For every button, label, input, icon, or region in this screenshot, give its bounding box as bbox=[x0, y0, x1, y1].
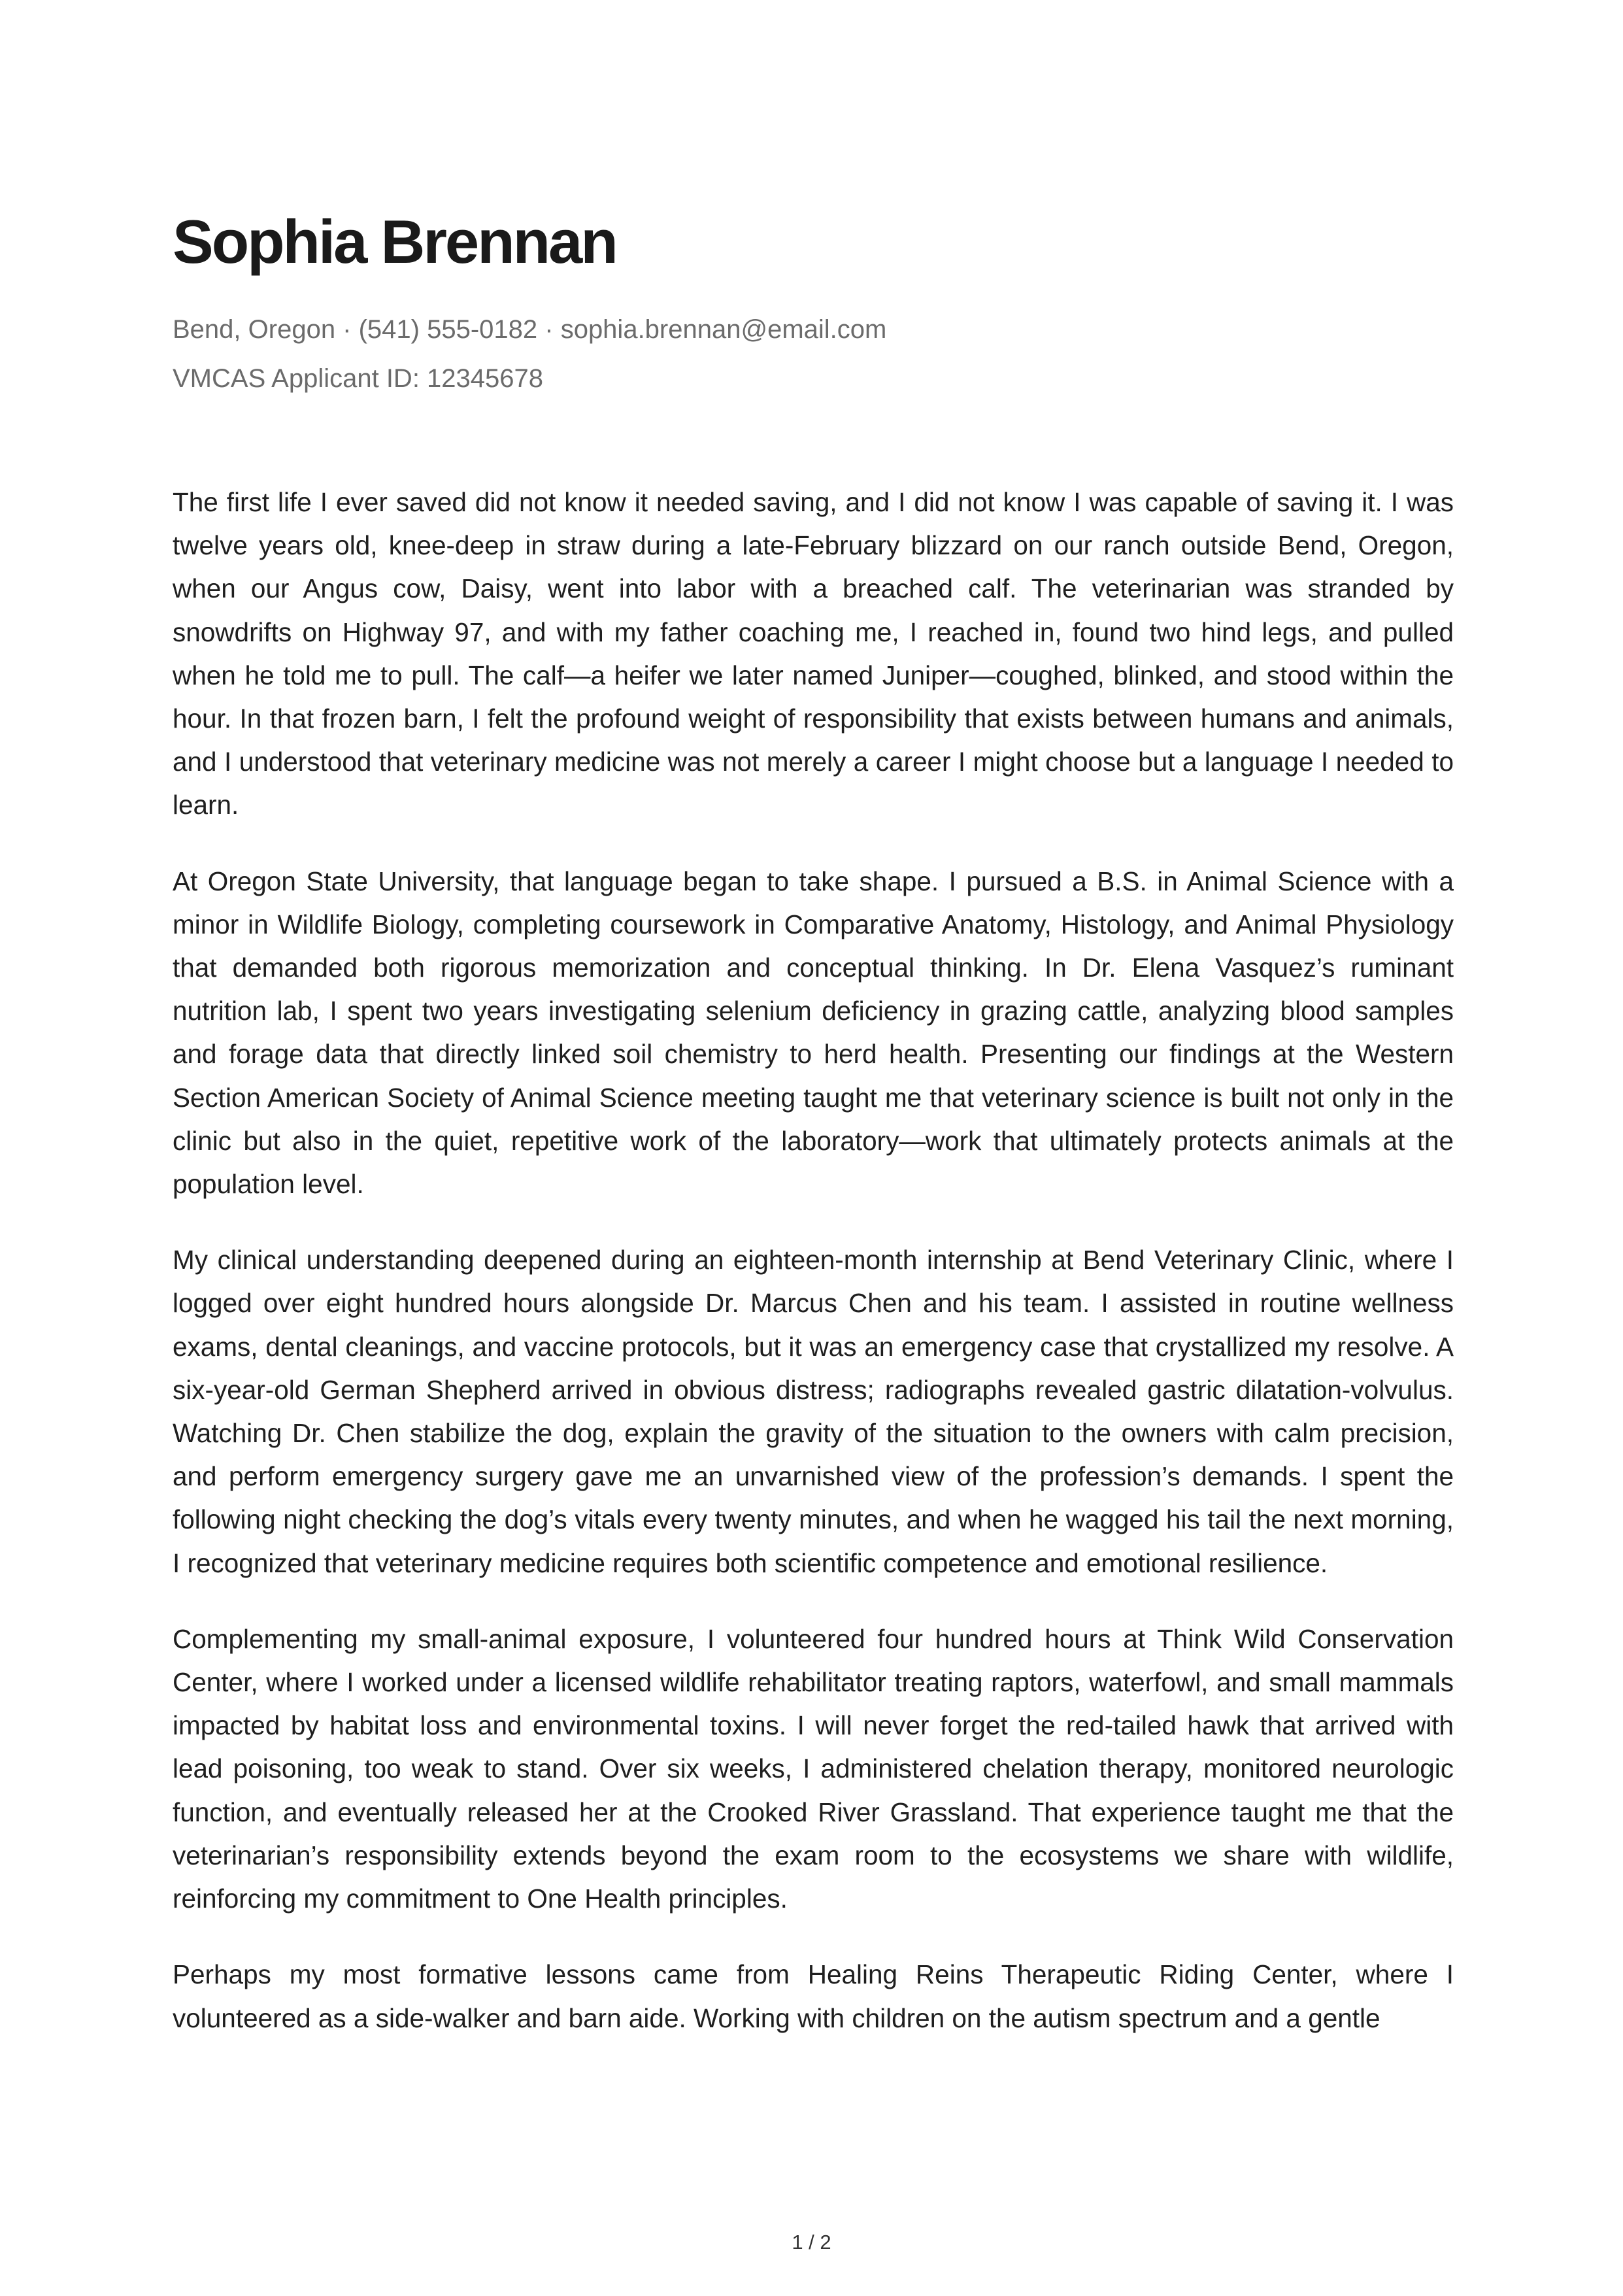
paragraph-5: Perhaps my most formative lessons came from Healing Reins Therapeutic Riding Center, where I volunteered as a side-walker and barn aide. Working with children on the autism spectrum and a gentle bbox=[173, 1959, 1454, 2033]
applicant-id: VMCAS Applicant ID: 12345678 bbox=[173, 364, 544, 393]
paragraph-2: At Oregon State University, that language began to take shape. I pursued a B.S. in Animal Science with a minor in Wildlife Biology, completing coursework in Comparative Anatomy, Histology, and Animal Physiology that demanded both rigorous memorization and conceptual thinking. In Dr. Elena Vasquez’s ruminant nutrition lab, I spent two years investigating selenium deficiency in grazing cattle, analyzing blood samples and forage data that directly linked soil chemistry to herd health. Presenting our findings at the Western Section American Society of Animal Science meeting taught me that veterinary science is built not only in the clinic but also in the quiet, repetitive work of the laboratory—work that ultimately protects animals at the population level. bbox=[173, 866, 1454, 1200]
paragraph-4: Complementing my small-animal exposure, I volunteered four hundred hours at Think Wild Conservation Center, where I worked under a licensed wildlife rehabilitator treating raptors, waterfowl, and small mammals impacted by habitat loss and environmental toxins. I will never forget the red-tailed hawk that arrived with lead poisoning, too weak to stand. Over six weeks, I administered chelation therapy, monitored neurologic function, and eventually released her at the Crooked River Grassland. That experience taught me that the veterinarian’s responsibility extends beyond the exam room to the ecosystems we share with wildlife, reinforcing my commitment to One Health principles. bbox=[173, 1623, 1454, 1914]
applicant-name: Sophia Brennan bbox=[173, 207, 616, 276]
paragraph-3: My clinical understanding deepened during an eighteen-month internship at Bend Veterinary Clinic, where I logged over eight hundred hours alongside Dr. Marcus Chen and his team. I assisted in routine wellness exams, dental cleanings, and vaccine protocols, but it was an emergency case that crystallized my resolve. A six-year-old German Shepherd arrived in obvious distress; radiographs revealed gastric dilatation-volvulus. Watching Dr. Chen stabilize the dog, explain the gravity of the situation to the owners with calm precision, and perform emergency surgery gave me an unvarnished view of the profession’s demands. I spent the following night checking the dog’s vitals every twenty minutes, and when he wagged his tail the next morning, I recognized that veterinary medicine requires both scientific competence and emotional resilience. bbox=[173, 1245, 1454, 1578]
paragraph-1: The first life I ever saved did not know it needed saving, and I did not know I was capable of saving it. I was twelve years old, knee-deep in straw during a late-February blizzard on our ranch outside Bend, Oregon, when our Angus cow, Daisy, went into labor with a breached calf. The veterinarian was stranded by snowdrifts on Highway 97, and with my father coaching me, I reached in, found two hind legs, and pulled when he told me to pull. The calf—a heifer we later named Juniper—coughed, blinked, and stood within the hour. In that frozen barn, I felt the profound weight of responsibility that exists between humans and animals, and I understood that veterinary medicine was not merely a career I might choose but a language I needed to learn. bbox=[173, 487, 1454, 820]
letter-header bbox=[173, 208, 1454, 394]
essay-body bbox=[173, 481, 1454, 2072]
contact-info: Bend, Oregon · (541) 555-0182 · sophia.brennan@email.com bbox=[173, 315, 887, 344]
page-number: 1 / 2 bbox=[792, 2231, 831, 2254]
